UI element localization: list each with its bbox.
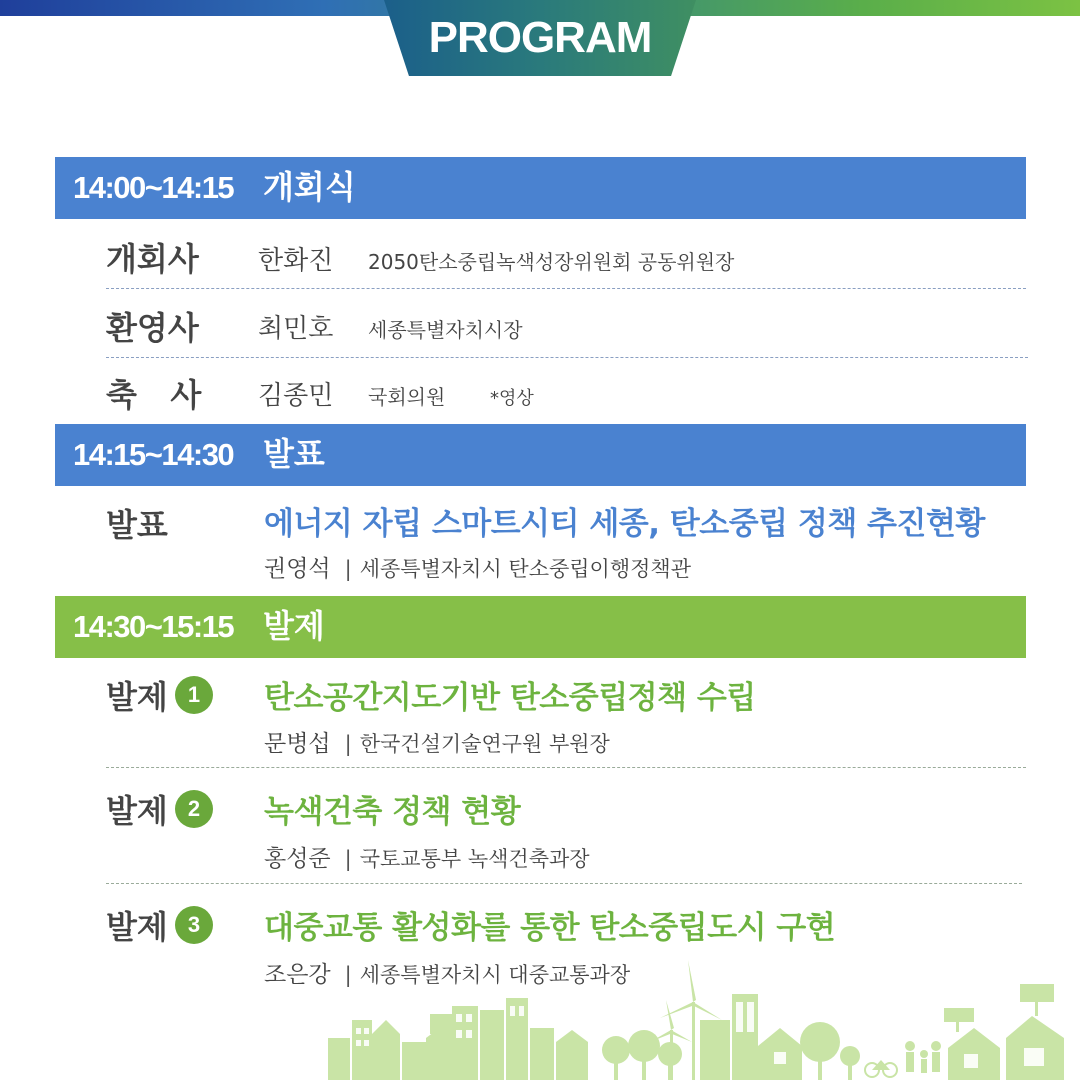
divider xyxy=(106,288,1026,289)
presentation-title: 에너지 자립 스마트시티 세종, 탄소중립 정책 추진현황 xyxy=(264,506,985,542)
pipe-separator: | xyxy=(344,557,352,581)
pipe-separator: | xyxy=(344,963,352,987)
person-title: 2050탄소중립녹색성장위원회 공동위원장 xyxy=(368,250,735,274)
person-name: 한화진 xyxy=(258,246,334,276)
topic-number-badge: 2 xyxy=(175,790,213,828)
role-topic: 발제 xyxy=(106,792,168,830)
topic-title: 탄소공간지도기반 탄소중립정책 수립 xyxy=(264,680,756,716)
role-topic: 발제 xyxy=(106,678,168,716)
topic-title: 대중교통 활성화를 통한 탄소중립도시 구현 xyxy=(264,910,836,946)
speaker-name: 홍성준 xyxy=(264,846,331,872)
role-topic: 발제 xyxy=(106,908,168,946)
presentation-speaker xyxy=(264,550,691,583)
speaker-name: 문병섭 xyxy=(264,731,331,757)
session-time: 14:30~15:15 xyxy=(73,609,234,644)
person-title: 국회의원 xyxy=(368,385,446,409)
role-welcome-speech: 환영사 xyxy=(106,309,199,347)
pipe-separator: | xyxy=(344,732,352,756)
speaker-affiliation: 한국건설기술연구원 부원장 xyxy=(359,732,610,756)
speaker-affiliation: 세종특별자치시 탄소중립이행정책관 xyxy=(359,557,691,581)
person-name: 최민호 xyxy=(258,314,334,344)
divider xyxy=(106,883,1022,884)
topic-speaker xyxy=(264,840,590,873)
session-time: 14:15~14:30 xyxy=(73,437,234,472)
topic-number-badge: 3 xyxy=(175,906,213,944)
page-title: PROGRAM xyxy=(428,13,652,62)
session-label: 발제 xyxy=(263,607,325,645)
session-bar-topics xyxy=(55,596,1026,658)
role-opening-speech: 개회사 xyxy=(106,240,199,278)
person-name: 김종민 xyxy=(258,381,334,411)
topic-title: 녹색건축 정책 현황 xyxy=(264,794,521,830)
eco-city-skyline-icon xyxy=(320,950,1080,1080)
video-note: *영상 xyxy=(490,388,534,409)
speaker-affiliation: 세종특별자치시 대중교통과장 xyxy=(359,963,631,987)
session-label: 발표 xyxy=(263,435,325,473)
speaker-name: 권영석 xyxy=(264,556,331,582)
divider xyxy=(106,767,1026,768)
topic-speaker xyxy=(264,725,610,758)
speaker-affiliation: 국토교통부 녹색건축과장 xyxy=(359,847,590,871)
session-bar-opening xyxy=(55,157,1026,219)
divider xyxy=(106,357,1028,358)
session-bar-presentation xyxy=(55,424,1026,486)
role-congratulatory-speech: 축 사 xyxy=(106,376,202,414)
role-presentation: 발표 xyxy=(106,506,168,544)
session-label: 개회식 xyxy=(263,168,356,206)
person-title: 세종특별자치시장 xyxy=(368,318,523,342)
speaker-name: 조은강 xyxy=(264,962,331,988)
session-time: 14:00~14:15 xyxy=(73,170,234,205)
topic-number-badge: 1 xyxy=(175,676,213,714)
pipe-separator: | xyxy=(344,847,352,871)
